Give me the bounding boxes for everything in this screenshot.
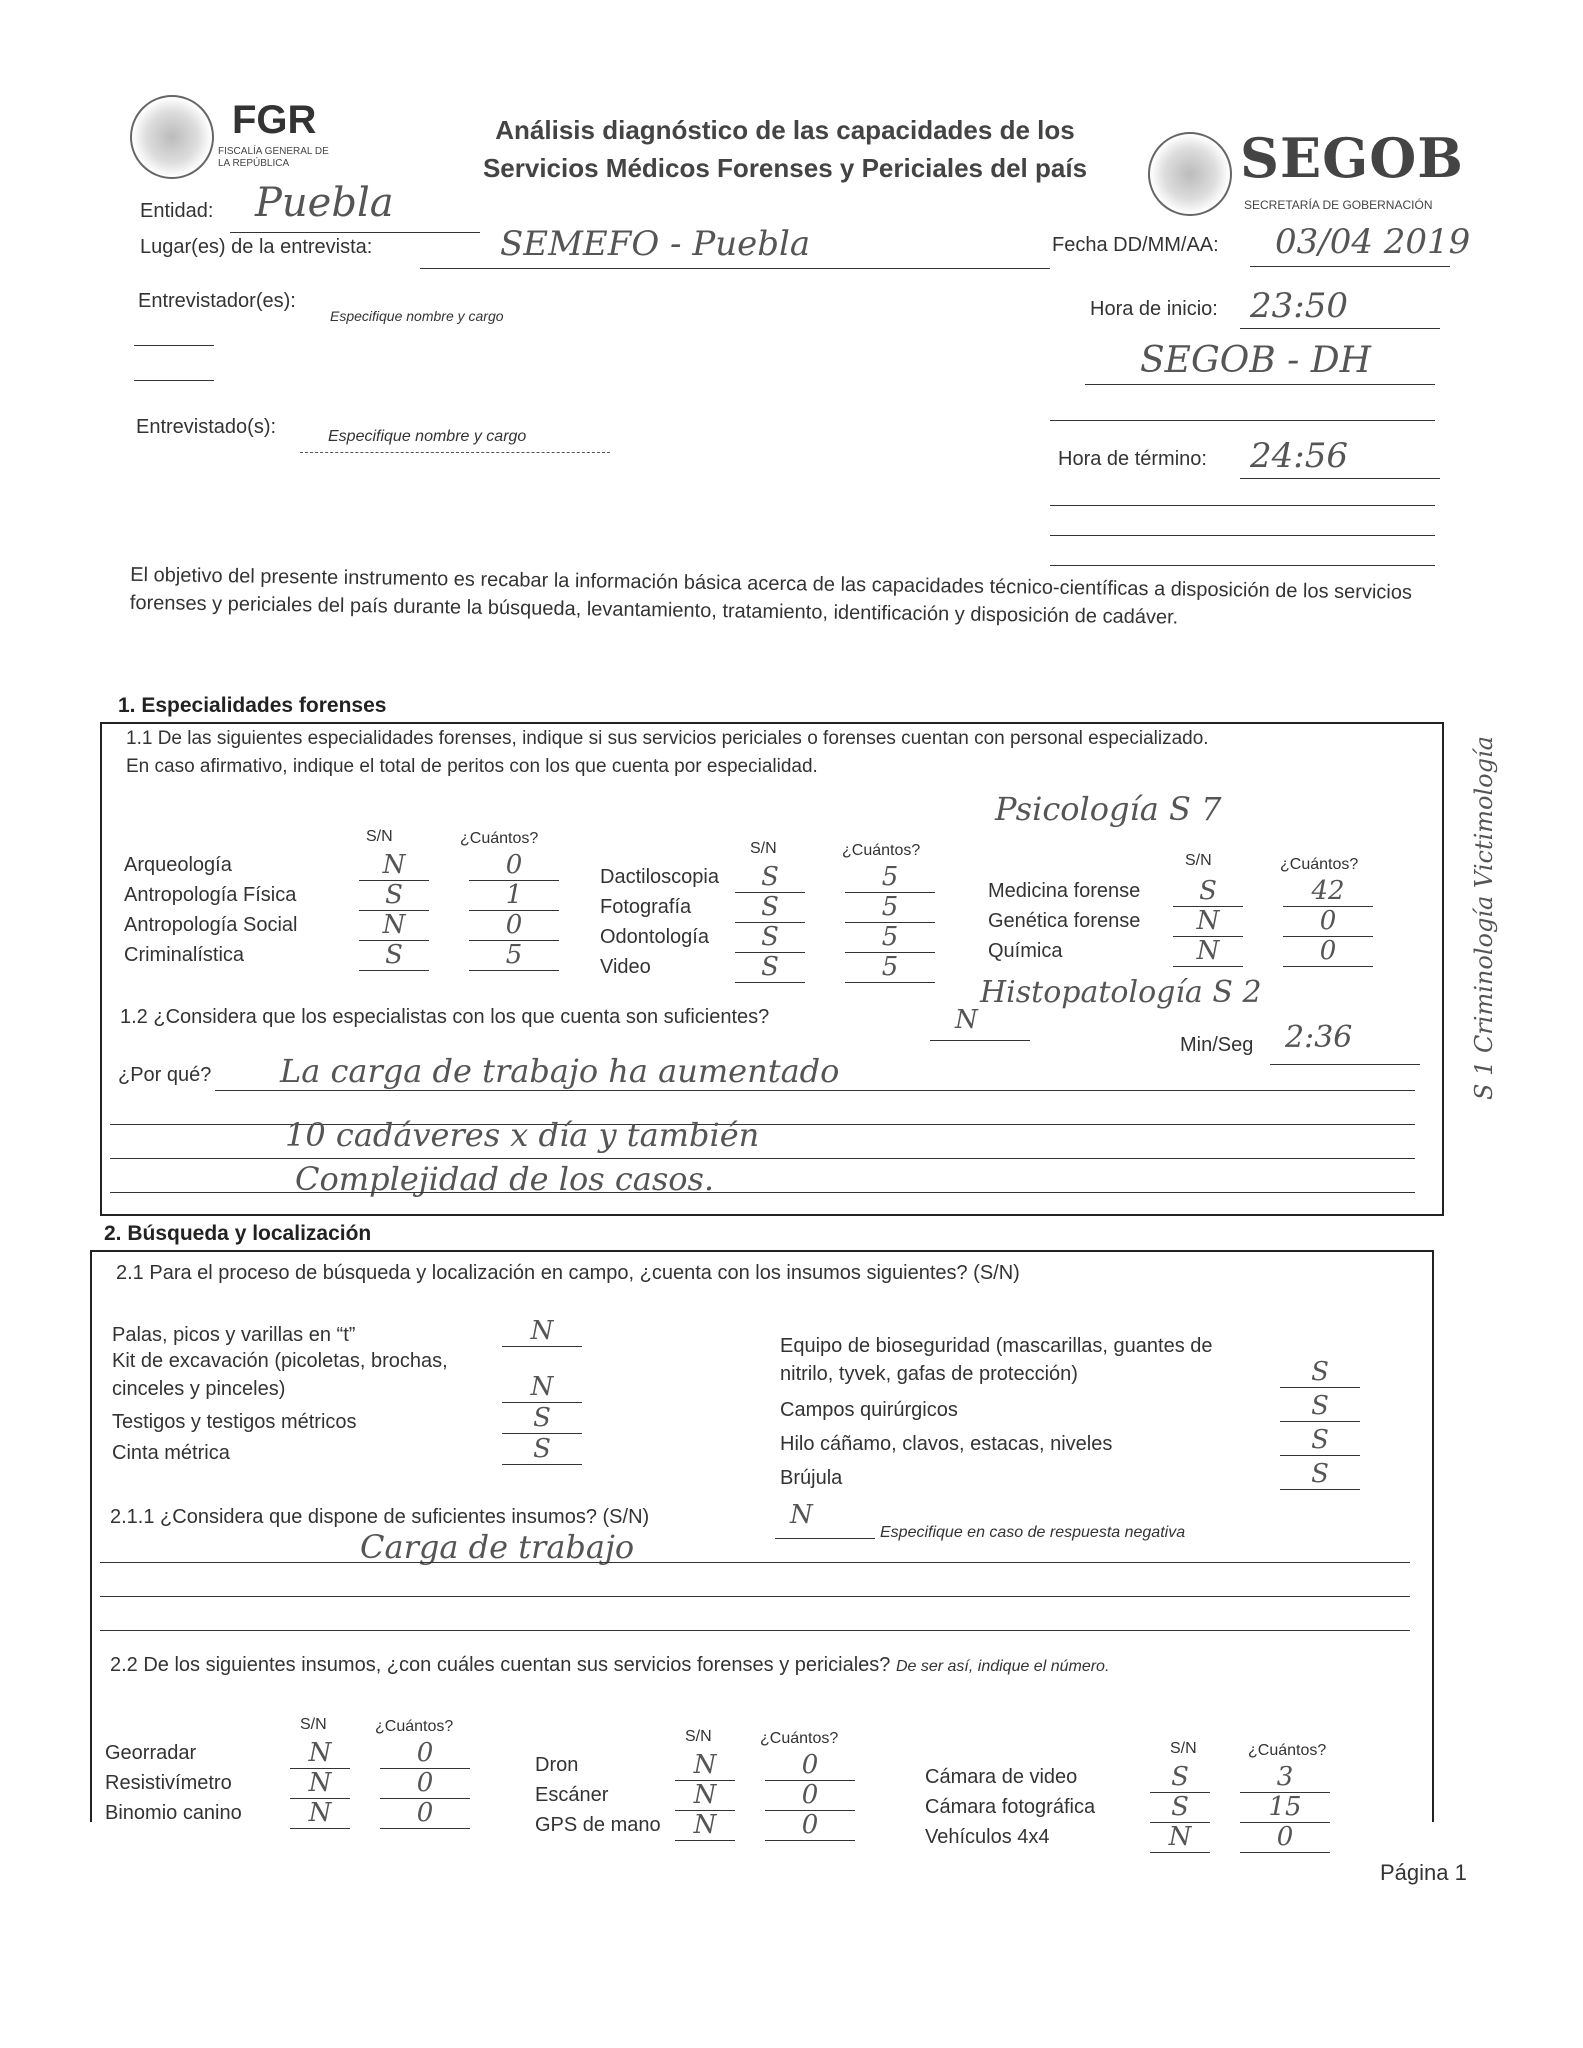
equip-row: [535, 1750, 855, 1780]
equip-row: [105, 1768, 470, 1798]
equip-sn[interactable]: N: [675, 1750, 735, 1781]
insumo-name: Kit de excavación (picoletas, brochas, cinceles y pinceles): [112, 1350, 448, 1400]
equip-sn[interactable]: N: [290, 1798, 350, 1829]
col1-list: [124, 850, 559, 970]
spec-name: Química: [988, 939, 1063, 962]
spec-sn[interactable]: S: [735, 862, 805, 893]
g1-sn-header: S/N: [300, 1716, 327, 1733]
minseg-value[interactable]: 2:36: [1285, 1020, 1353, 1055]
spec-sn[interactable]: S: [735, 892, 805, 923]
equip-name: Binomio canino: [105, 1801, 242, 1824]
g1-list: [105, 1738, 470, 1828]
equip-count[interactable]: 0: [380, 1798, 470, 1829]
spec-sn[interactable]: S: [1173, 876, 1243, 907]
spec-count[interactable]: 42: [1283, 876, 1373, 907]
hora-inicio-label: Hora de inicio:: [1090, 298, 1218, 320]
spec-sn[interactable]: S: [735, 922, 805, 953]
spec-name: Criminalística: [124, 943, 245, 966]
equip-count[interactable]: 0: [765, 1750, 855, 1781]
q21-text: 2.1 Para el proceso de búsqueda y localización en campo, ¿cuenta con los insumos siguientes? (S/N): [116, 1262, 1020, 1284]
q22-hint: De ser así, indique el número.: [895, 1658, 1110, 1675]
insumo-row: [112, 1316, 582, 1347]
q21-left-list: [112, 1316, 582, 1465]
segob-name: SECRETARÍA DE GOBERNACIÓN: [1244, 198, 1433, 212]
porque-line-1[interactable]: La carga de trabajo ha aumentado: [280, 1052, 840, 1090]
insumo-row: [780, 1456, 1360, 1490]
spec-sn[interactable]: N: [1173, 936, 1243, 967]
title-line-2: Servicios Médicos Forenses y Periciales del país: [482, 152, 1088, 183]
segob-seal-logo: [1148, 132, 1232, 216]
spec-name: Antropología Física: [124, 883, 297, 906]
spec-count[interactable]: 0: [1283, 936, 1373, 967]
spec-row: [988, 876, 1373, 906]
q211-answer[interactable]: N: [790, 1500, 813, 1530]
spec-sn[interactable]: N: [359, 910, 429, 941]
equip-count[interactable]: 0: [1240, 1822, 1330, 1853]
col3-list: [988, 876, 1373, 966]
equip-count[interactable]: 0: [765, 1780, 855, 1811]
insumo-row: [780, 1422, 1360, 1456]
equip-count[interactable]: 15: [1240, 1792, 1330, 1823]
spec-row: [600, 922, 935, 952]
spec-count[interactable]: 1: [469, 880, 559, 911]
minseg-label: Min/Seg: [1180, 1034, 1254, 1056]
equip-name: Cámara de video: [925, 1765, 1078, 1788]
entrevistador-label: Entrevistador(es):: [138, 290, 296, 312]
insumo-name: Campos quirúrgicos: [780, 1399, 958, 1421]
sn-header-3: S/N: [1185, 852, 1212, 869]
fecha-label: Fecha DD/MM/AA:: [1052, 234, 1219, 256]
count-header-1: ¿Cuántos?: [460, 830, 539, 847]
extra-value[interactable]: SEGOB - DH: [1140, 340, 1371, 381]
spec-row: [600, 862, 935, 892]
spec-row: [124, 940, 559, 970]
count-header-3: ¿Cuántos?: [1280, 856, 1359, 873]
q22-question: 2.2 De los siguientes insumos, ¿con cuáles cuentan sus servicios forenses y periciales?: [110, 1654, 891, 1676]
spec-name: Dactiloscopia: [600, 865, 719, 888]
equip-sn[interactable]: N: [675, 1810, 735, 1841]
objective-text: El objetivo del presente instrumento es recabar la información básica acerca de las capacidades técnico-científicas a disposición de los servicios forenses y periciales del país durante la búsqueda, levantamiento, tratamiento, identificación y disposición de cadáver.: [129, 563, 1413, 629]
equip-sn[interactable]: S: [1150, 1762, 1210, 1793]
entidad-label: Entidad:: [140, 200, 214, 222]
insumo-row: [112, 1434, 582, 1465]
insumo-sn[interactable]: S: [1280, 1425, 1360, 1456]
spec-name: Genética forense: [988, 909, 1141, 932]
insumo-sn[interactable]: S: [1280, 1357, 1360, 1388]
spec-sn[interactable]: S: [735, 952, 805, 983]
q211-hint: Especifique en caso de respuesta negativa: [880, 1524, 1186, 1541]
spec-sn[interactable]: S: [359, 940, 429, 971]
porque-line-2[interactable]: 10 cadáveres x día y también: [285, 1116, 760, 1154]
hora-termino-value[interactable]: 24:56: [1250, 436, 1348, 476]
g2-sn-header: S/N: [685, 1728, 712, 1745]
spec-count[interactable]: 0: [1283, 906, 1373, 937]
extra-psicologia[interactable]: Psicología S 7: [995, 790, 1222, 828]
spec-row: [600, 892, 935, 922]
equip-name: GPS de mano: [535, 1813, 661, 1836]
porque-line-3[interactable]: Complejidad de los casos.: [295, 1160, 715, 1198]
fecha-value[interactable]: 03/04 2019: [1275, 222, 1471, 262]
lugar-label: Lugar(es) de la entrevista:: [140, 236, 373, 258]
spec-name: Fotografía: [600, 895, 692, 918]
q211-text: 2.1.1 ¿Considera que dispone de suficientes insumos? (S/N): [110, 1506, 650, 1528]
spec-sn[interactable]: N: [359, 850, 429, 881]
spec-row: [600, 952, 935, 982]
insumo-name: Palas, picos y varillas en “t”: [112, 1324, 356, 1346]
spec-row: [988, 936, 1373, 966]
equip-row: [925, 1792, 1330, 1822]
spec-count[interactable]: 0: [469, 850, 559, 881]
hora-inicio-value[interactable]: 23:50: [1250, 286, 1348, 326]
equip-row: [535, 1810, 855, 1840]
q12-answer[interactable]: N: [955, 1005, 978, 1035]
g2-count-header: ¿Cuántos?: [760, 1730, 839, 1747]
sn-header-2: S/N: [750, 840, 777, 857]
equip-name: Dron: [535, 1753, 579, 1776]
equip-name: Vehículos 4x4: [925, 1825, 1050, 1848]
insumo-name: Hilo cáñamo, clavos, estacas, niveles: [780, 1433, 1113, 1455]
porque-label: ¿Por qué?: [118, 1064, 212, 1086]
page-number: Página 1: [1380, 1860, 1467, 1885]
entrevistado-hint: Especifique nombre y cargo: [328, 428, 527, 445]
equip-sn[interactable]: S: [1150, 1792, 1210, 1823]
insumo-name: Testigos y testigos métricos: [112, 1411, 357, 1433]
fgr-seal-logo: [130, 95, 214, 179]
spec-name: Arqueología: [124, 853, 232, 876]
insumo-sn[interactable]: S: [1280, 1391, 1360, 1422]
q11b-text: En caso afirmativo, indique el total de peritos con los que cuenta por especialidad.: [126, 756, 818, 777]
spec-sn[interactable]: S: [359, 880, 429, 911]
equip-count[interactable]: 0: [380, 1768, 470, 1799]
fgr-name: FISCALÍA GENERAL DE LA REPÚBLICA: [218, 146, 329, 169]
q11-text: 1.1 De las siguientes especialidades forenses, indique si sus servicios periciales o forenses cuentan con personal especializado.: [126, 728, 1209, 749]
spec-sn[interactable]: N: [1173, 906, 1243, 937]
insumo-row: [112, 1347, 582, 1403]
equip-name: Escáner: [535, 1783, 609, 1806]
spec-count[interactable]: 5: [845, 892, 935, 923]
g3-list: [925, 1762, 1330, 1852]
g1-count-header: ¿Cuántos?: [375, 1718, 454, 1735]
entrevistado-label: Entrevistado(s):: [136, 416, 277, 438]
insumo-sn[interactable]: S: [1280, 1459, 1360, 1490]
spec-count[interactable]: 5: [845, 862, 935, 893]
extra-histopatologia[interactable]: Histopatología S 2: [980, 975, 1262, 1010]
equip-name: Georradar: [105, 1741, 197, 1764]
spec-row: [124, 880, 559, 910]
section1-heading: 1. Especialidades forenses: [118, 694, 387, 717]
insumo-sn[interactable]: N: [502, 1316, 582, 1347]
equip-name: Cámara fotográfica: [925, 1795, 1096, 1818]
q22-text: [110, 1654, 1109, 1677]
spec-count[interactable]: 5: [845, 952, 935, 983]
document-title: [465, 112, 1105, 187]
equip-count[interactable]: 3: [1240, 1762, 1330, 1793]
spec-row: [124, 850, 559, 880]
count-header-2: ¿Cuántos?: [842, 842, 921, 859]
section2-heading: 2. Búsqueda y localización: [104, 1222, 372, 1245]
insumo-sn[interactable]: S: [502, 1403, 582, 1434]
equip-count[interactable]: 0: [765, 1810, 855, 1841]
insumo-name: Cinta métrica: [112, 1442, 230, 1464]
equip-row: [105, 1798, 470, 1828]
q21-right-list: [780, 1332, 1360, 1490]
fgr-abbr: FGR: [232, 98, 317, 142]
spec-row: [988, 906, 1373, 936]
equip-sn[interactable]: N: [290, 1738, 350, 1769]
title-line-1: Análisis diagnóstico de las capacidades de los: [495, 115, 1075, 145]
equip-name: Resistivímetro: [105, 1771, 232, 1794]
hora-termino-label: Hora de término:: [1058, 448, 1207, 470]
entrevistador-hint: Especifique nombre y cargo: [330, 308, 504, 324]
lugar-value[interactable]: SEMEFO - Puebla: [500, 224, 811, 264]
equip-row: [925, 1762, 1330, 1792]
spec-name: Medicina forense: [988, 879, 1141, 902]
insumo-name: Brújula: [780, 1467, 843, 1489]
sn-header-1: S/N: [366, 828, 393, 845]
g2-list: [535, 1750, 855, 1840]
insumo-row: [780, 1332, 1360, 1388]
spec-name: Odontología: [600, 925, 709, 948]
spec-count[interactable]: 5: [469, 940, 559, 971]
spec-count[interactable]: 5: [845, 922, 935, 953]
q211-reason[interactable]: Carga de trabajo: [360, 1528, 635, 1566]
insumo-row: [112, 1403, 582, 1434]
segob-abbr: SEGOB: [1240, 126, 1464, 190]
spec-count[interactable]: 0: [469, 910, 559, 941]
q12-text: 1.2 ¿Considera que los especialistas con los que cuenta son suficientes?: [120, 1006, 770, 1028]
insumo-sn[interactable]: N: [502, 1372, 582, 1403]
entidad-value[interactable]: Puebla: [255, 180, 394, 226]
equip-sn[interactable]: N: [290, 1768, 350, 1799]
equip-row: [535, 1780, 855, 1810]
insumo-row: [780, 1388, 1360, 1422]
g3-count-header: ¿Cuántos?: [1248, 1742, 1327, 1759]
equip-row: [105, 1738, 470, 1768]
insumo-sn[interactable]: S: [502, 1434, 582, 1465]
spec-name: Antropología Social: [124, 913, 298, 936]
spec-row: [124, 910, 559, 940]
g3-sn-header: S/N: [1170, 1740, 1197, 1757]
equip-row: [925, 1822, 1330, 1852]
equip-sn[interactable]: N: [675, 1780, 735, 1811]
margin-note: S 1 Criminología Victimología: [1470, 736, 1498, 1100]
equip-sn[interactable]: N: [1150, 1822, 1210, 1853]
spec-name: Video: [600, 955, 651, 978]
col2-list: [600, 862, 935, 982]
insumo-name: Equipo de bioseguridad (mascarillas, guantes de nitrilo, tyvek, gafas de protección): [780, 1335, 1213, 1385]
equip-count[interactable]: 0: [380, 1738, 470, 1769]
